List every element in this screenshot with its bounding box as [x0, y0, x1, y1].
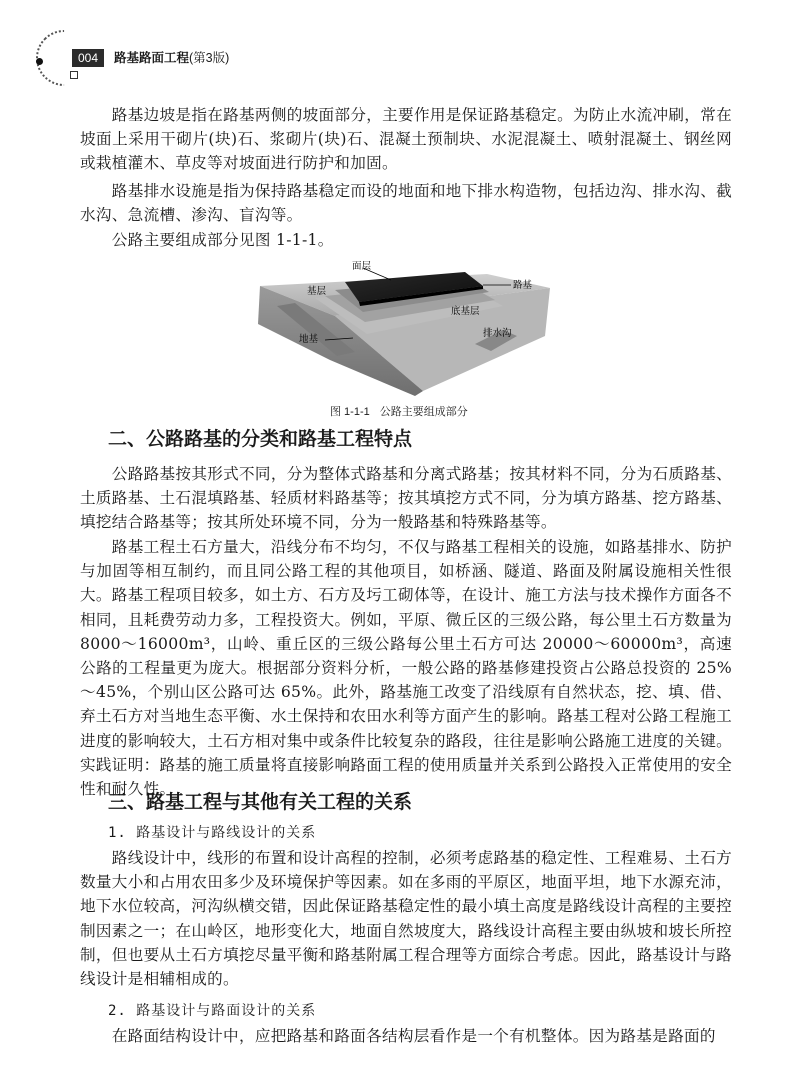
paragraph-slope: 路基边坡是指在路基两侧的坡面部分，主要作用是保证路基稳定。为防止水流冲刷，常在坡面上采用干砌片(块)石、浆砌片(块)石、混凝土预制块、水泥混凝土、喷射混凝土、钢丝网或栽植灌木、草皮等对坡面进行防护和加固。	[80, 106, 732, 173]
running-title	[114, 49, 229, 67]
section-heading-2: 二、公路路基的分类和路基工程特点	[108, 429, 413, 450]
figure-label-surface: 面层	[352, 261, 372, 272]
section-heading-3: 三、路基工程与其他有关工程的关系	[108, 792, 413, 813]
book-edition: (第3版)	[189, 51, 230, 65]
figure-label-subbase: 底基层	[451, 306, 480, 317]
figure-caption-text: 公路主要组成部分	[379, 406, 468, 418]
figure-label-base: 基层	[307, 286, 327, 297]
figure-caption-number: 图 1-1-1	[330, 406, 370, 418]
subsection-title-2: 2. 路基设计与路面设计的关系	[108, 1003, 317, 1019]
figure-caption	[330, 403, 468, 419]
road-structure-figure	[255, 258, 555, 403]
paragraph-drainage: 路基排水设施是指为保持路基稳定而设的地面和地下排水构造物，包括边沟、排水沟、截水沟、急流槽、渗沟、盲沟等。	[80, 182, 732, 225]
subsection-title-1: 1. 路基设计与路线设计的关系	[108, 825, 317, 841]
paragraph-characteristics: 路基工程土石方量大，沿线分布不均匀，不仅与路基工程相关的设施，如路基排水、防护与加固等相互制约，而且同公路工程的其他项目，如桥涵、隧道、路面及附属设施相关性很大。路基工程项目较多，如土方、石方及圬工砌体等，在设计、施工方法与技术操作方面各不相同，且耗费劳动力多，工程投资大。例如，平原、微丘区的三级公路，每公里土石方数量为 8000～16000m³，山岭、重丘区的三级公路每公里土石方可达 20000～60000m³，高速公路的工程量更为庞大。根据部分资料分析，一般公路的路基修建投资占公路总投资的 25%～45%，个别山区公路可达 65%。此外，路基施工改变了沿线原有自然状态，挖、填、借、弃土石方对当地生态平衡、水土保持和农田水利等方面产生的影响。路基工程对公路工程施工进度的影响较大，土石方相对集中或条件比较复杂的路段，往往是影响公路施工进度的关键。实践证明：路基的施工质量将直接影响路面工程的使用质量并关系到公路投入正常使用的安全性和耐久性。	[80, 538, 732, 799]
figure-label-roadbed: 路基	[513, 280, 533, 291]
header-bullet-icon	[36, 58, 43, 65]
paragraph-route-design: 路线设计中，线形的布置和设计高程的控制，必须考虑路基的稳定性、工程难易、土石方数量大小和占用农田多少及环境保护等因素。如在多雨的平原区，地面平坦，地下水源充沛，地下水位较高，河沟纵横交错，因此保证路基稳定性的最小填土高度是路线设计高程的主要控制因素之一；在山岭区，地形变化大，地面自然坡度大，路线设计高程主要由纵坡和坡长所控制，但也要从土石方填挖尽量平衡和路基附属工程合理等方面综合考虑。因此，路基设计与路线设计是相辅相成的。	[80, 849, 732, 989]
paragraph-pavement-design: 在路面结构设计中，应把路基和路面各结构层看作是一个有机整体。因为路基是路面的	[80, 1027, 716, 1045]
figure-label-foundation: 地基	[299, 334, 319, 345]
paragraph-figure-ref: 公路主要组成部分见图 1-1-1。	[80, 231, 334, 249]
header-square-icon	[70, 71, 78, 79]
book-title: 路基路面工程	[114, 51, 190, 65]
figure-label-ditch: 排水沟	[483, 328, 512, 339]
paragraph-classification: 公路路基按其形式不同，分为整体式路基和分离式路基；按其材料不同，分为石质路基、土质路基、土石混填路基、轻质材料路基等；按其填挖方式不同，分为填方路基、挖方路基、填挖结合路基等；按其所处环境不同，分为一般路基和特殊路基等。	[80, 465, 732, 532]
page-number: 004	[72, 49, 104, 67]
